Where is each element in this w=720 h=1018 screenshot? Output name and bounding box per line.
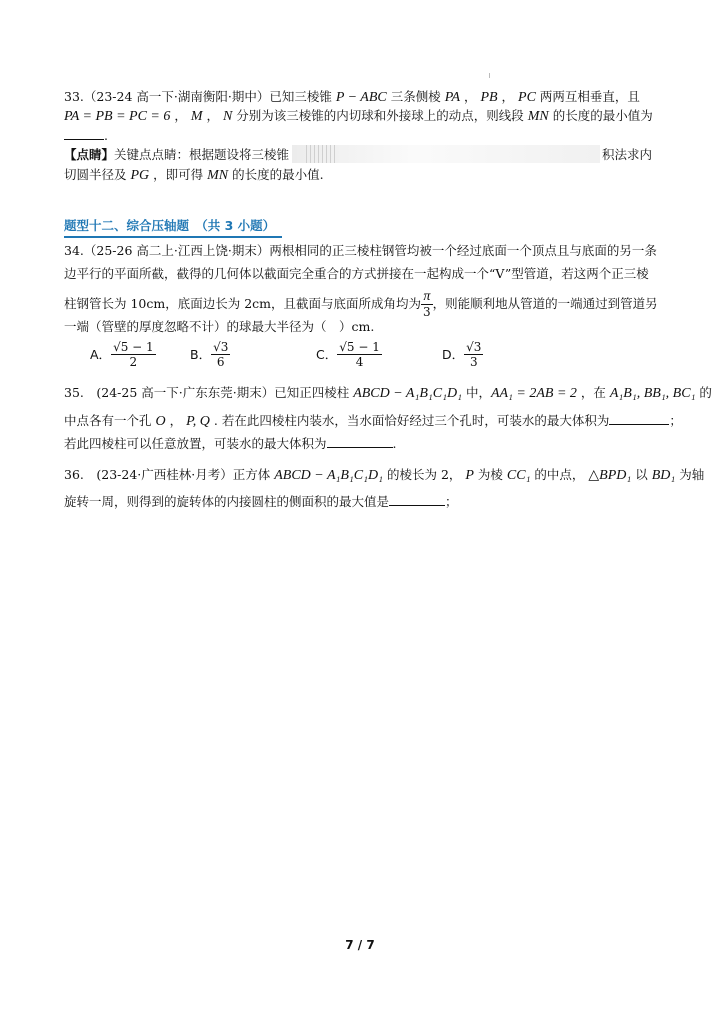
section-heading: 题型十二、综合压轴题 （共 3 小题）	[64, 216, 282, 238]
hint-line-1-end: 积法求内	[602, 147, 653, 162]
q33-answer-blank[interactable]	[64, 126, 104, 140]
q35-line-3: 若此四棱柱可以任意放置，可装水的最大体积为 .	[64, 436, 397, 451]
scan-mark	[489, 73, 490, 78]
q34-line-2: 边平行的平面所截，截得的几何体以截面完全重合的方式拼接在一起构成一个“V”型管道，若这两个正三棱	[64, 266, 649, 281]
scan-smudge	[292, 145, 600, 163]
q36-line-1: 36. (23-24·广西桂林·月考）正方体 ABCD − A₁B₁C₁D₁ 的棱长为 2， P 为棱 CC₁ 的中点， △BPD₁ 以 BD₁ 为轴	[64, 467, 705, 483]
q33-line-3: .	[64, 126, 108, 145]
hint-line-1: 【点睛】关键点点睛：根据题设将三棱锥	[64, 147, 290, 162]
option-d[interactable]: D． $\frac{√3}{3}$	[442, 340, 482, 369]
q33-line-1: 33.（23-24 高一下·湖南衡阳·期中）已知三棱锥 P − ABC 三条侧棱 PA ， PB ， PC 两两互相垂直，且	[64, 89, 640, 105]
q35-line-2: 中点各有一个孔 O ， P, Q . 若在此四棱柱内装水，当水面恰好经过三个孔时，可装水的最大体积为 ；	[64, 413, 682, 429]
q36-line-2: 旋转一周，则得到的旋转体的内接圆柱的侧面积的最大值是 ；	[64, 494, 458, 509]
page-number: 7 / 7	[345, 938, 375, 952]
option-c[interactable]: C． $\frac{√5 - 1}{4}$	[316, 340, 380, 369]
hint-label: 【点睛】	[64, 147, 115, 162]
q35-line-1: 35. (24-25 高一下·广东东莞·期末）已知正四棱柱 ABCD − A₁B₁C₁D₁ 中，AA₁ = 2AB = 2 ，在 A₁B₁, BB₁, BC₁ 的	[64, 385, 712, 401]
q33-line-2: PA = PB = PC = 6 ， M ， N 分别为该三棱锥的内切球和外接球上的动点，则线段 MN 的长度的最小值为	[64, 108, 653, 124]
q34-line-3: 柱钢管长为 10cm，底面边长为 2cm，且截面与底面所成角均为 $\frac{\pi}{3}$ ，则能顺利地从管道的一端通过到管道另	[64, 289, 658, 319]
option-b[interactable]: B． $\frac{√3}{6}$	[190, 340, 229, 369]
pi-over-3-fraction: $\frac{\pi}{3}$	[423, 289, 431, 319]
hint-line-2: 切圆半径及 PG ，即可得 MN 的长度的最小值.	[64, 167, 324, 183]
option-a[interactable]: A． $\frac{√5 - 1}{2}$	[90, 340, 154, 369]
q35-answer-blank-1[interactable]	[609, 411, 669, 425]
q35-answer-blank-2[interactable]	[327, 434, 393, 448]
q34-line-4: 一端（管壁的厚度忽略不计）的球最大半径为（ ）cm.	[64, 319, 375, 334]
q34-line-1: 34.（25-26 高二上·江西上饶·期末）两根相同的正三棱柱钢管均被一个经过底面一个顶点且与底面的另一条	[64, 243, 657, 258]
q36-answer-blank[interactable]	[389, 492, 445, 506]
